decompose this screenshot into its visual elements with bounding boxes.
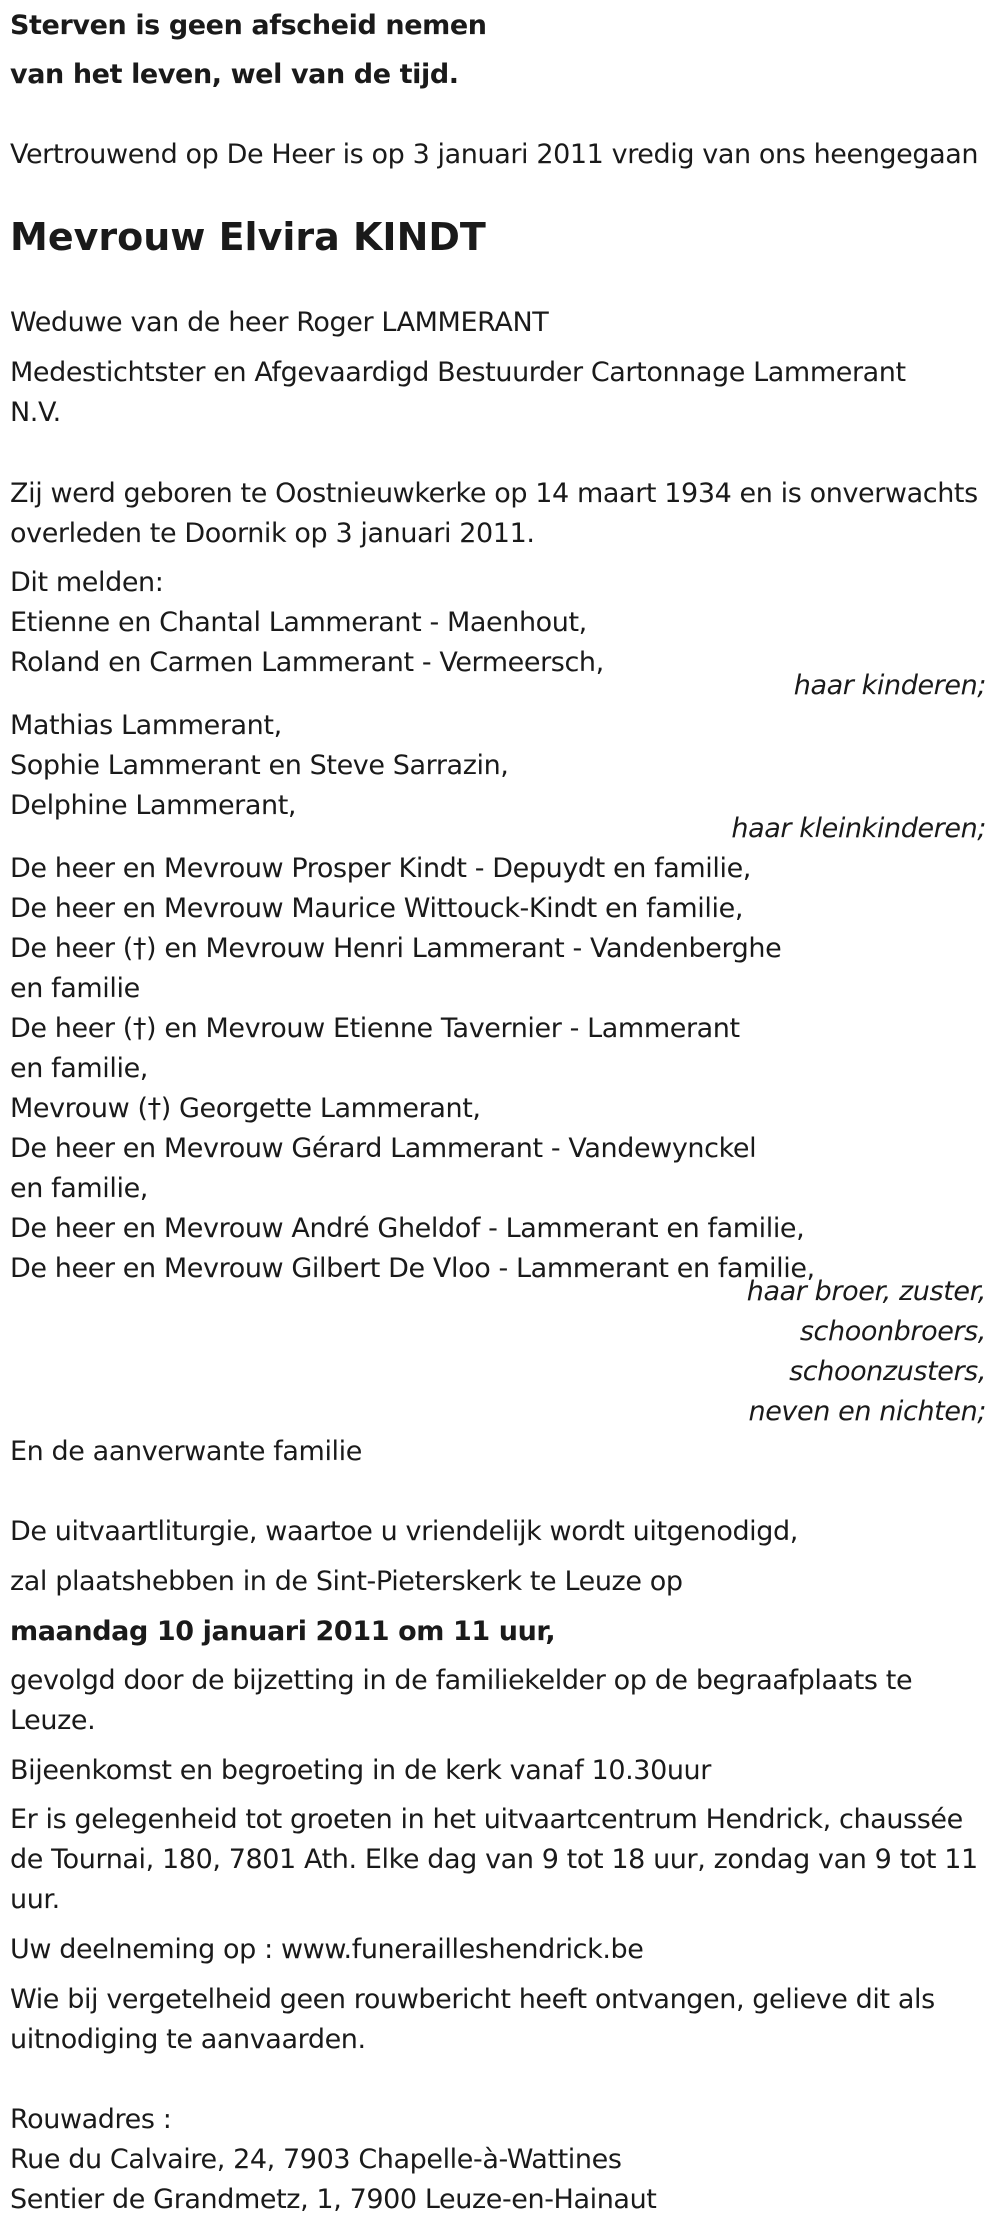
deceased-name: Mevrouw Elvira KINDT	[10, 215, 486, 259]
visitation-line-1: Er is gelegenheid tot groeten in het uitvaartcentrum Hendrick, chaussée	[10, 1804, 963, 1835]
relative-line-6: en familie,	[10, 1053, 148, 1084]
relatives-label-1: haar broer, zuster,	[746, 1276, 986, 1307]
verse-line-2: van het leven, wel van de tijd.	[10, 59, 459, 90]
widow-line: Weduwe van de heer Roger LAMMERANT	[10, 307, 549, 338]
burial-line-1: gevolgd door de bijzetting in de familiekelder op de begraafplaats te	[10, 1665, 913, 1696]
funeral-location: zal plaatshebben in de Sint-Pieterskerk te Leuze op	[10, 1566, 683, 1597]
relative-line-11: De heer en Mevrouw Gilbert De Vloo - Lammerant en familie,	[10, 1253, 815, 1284]
child-line-2: Roland en Carmen Lammerant - Vermeersch,	[10, 647, 604, 678]
grandchild-line-3: Delphine Lammerant,	[10, 790, 297, 821]
relative-line-9: en familie,	[10, 1173, 148, 1204]
relative-line-1: De heer en Mevrouw Prosper Kindt - Depuydt en familie,	[10, 853, 751, 884]
notice-line-1: Wie bij vergetelheid geen rouwbericht heeft ontvangen, gelieve dit als	[10, 1984, 935, 2015]
visitation-line-3: uur.	[10, 1884, 60, 1915]
child-line-1: Etienne en Chantal Lammerant - Maenhout,	[10, 607, 587, 638]
verse-line-1: Sterven is geen afscheid nemen	[10, 10, 487, 41]
gathering: Bijeenkomst en begroeting in de kerk vanaf 10.30uur	[10, 1755, 711, 1786]
condolence-line: Uw deelneming op : www.funerailleshendrick.be	[10, 1934, 644, 1965]
address-line-1: Rue du Calvaire, 24, 7903 Chapelle-à-Wattines	[10, 2144, 622, 2175]
relative-line-4: en familie	[10, 973, 140, 1004]
relative-line-8: De heer en Mevrouw Gérard Lammerant - Vandewynckel	[10, 1133, 757, 1164]
grandchildren-label: haar kleinkinderen;	[731, 813, 986, 844]
role-line-2: N.V.	[10, 397, 61, 428]
notice-line-2: uitnodiging te aanvaarden.	[10, 2024, 366, 2055]
relative-line-10: De heer en Mevrouw André Gheldof - Lammerant en familie,	[10, 1213, 805, 1244]
family-intro: Dit melden:	[10, 567, 164, 598]
funeral-datetime: maandag 10 januari 2011 om 11 uur,	[10, 1616, 556, 1647]
role-line-1: Medestichtster en Afgevaardigd Bestuurder Cartonnage Lammerant	[10, 357, 906, 388]
announcement: Vertrouwend op De Heer is op 3 januari 2011 vredig van ons heengegaan	[10, 139, 979, 170]
funeral-invite: De uitvaartliturgie, waartoe u vriendelijk wordt uitgenodigd,	[10, 1516, 798, 1547]
relatives-label-3: schoonzusters,	[789, 1356, 986, 1387]
relative-line-7: Mevrouw (†) Georgette Lammerant,	[10, 1093, 481, 1124]
relative-line-3: De heer (†) en Mevrouw Henri Lammerant - Vandenberghe	[10, 933, 782, 964]
relative-line-5: De heer (†) en Mevrouw Etienne Tavernier - Lammerant	[10, 1013, 740, 1044]
relatives-label-2: schoonbroers,	[799, 1316, 986, 1347]
grandchild-line-1: Mathias Lammerant,	[10, 710, 282, 741]
extended-family: En de aanverwante familie	[10, 1436, 362, 1467]
birth-death-line-2: overleden te Doornik op 3 januari 2011.	[10, 518, 535, 549]
relative-line-2: De heer en Mevrouw Maurice Wittouck-Kindt en familie,	[10, 893, 744, 924]
relatives-label-4: neven en nichten;	[748, 1396, 986, 1427]
visitation-line-2: de Tournai, 180, 7801 Ath. Elke dag van 9 tot 18 uur, zondag van 9 tot 11	[10, 1844, 978, 1875]
address-line-2: Sentier de Grandmetz, 1, 7900 Leuze-en-Hainaut	[10, 2184, 657, 2215]
address-label: Rouwadres :	[10, 2104, 172, 2135]
birth-death-line-1: Zij werd geboren te Oostnieuwkerke op 14 maart 1934 en is onverwachts	[10, 478, 978, 509]
children-label: haar kinderen;	[793, 670, 986, 701]
burial-line-2: Leuze.	[10, 1705, 96, 1736]
grandchild-line-2: Sophie Lammerant en Steve Sarrazin,	[10, 750, 509, 781]
